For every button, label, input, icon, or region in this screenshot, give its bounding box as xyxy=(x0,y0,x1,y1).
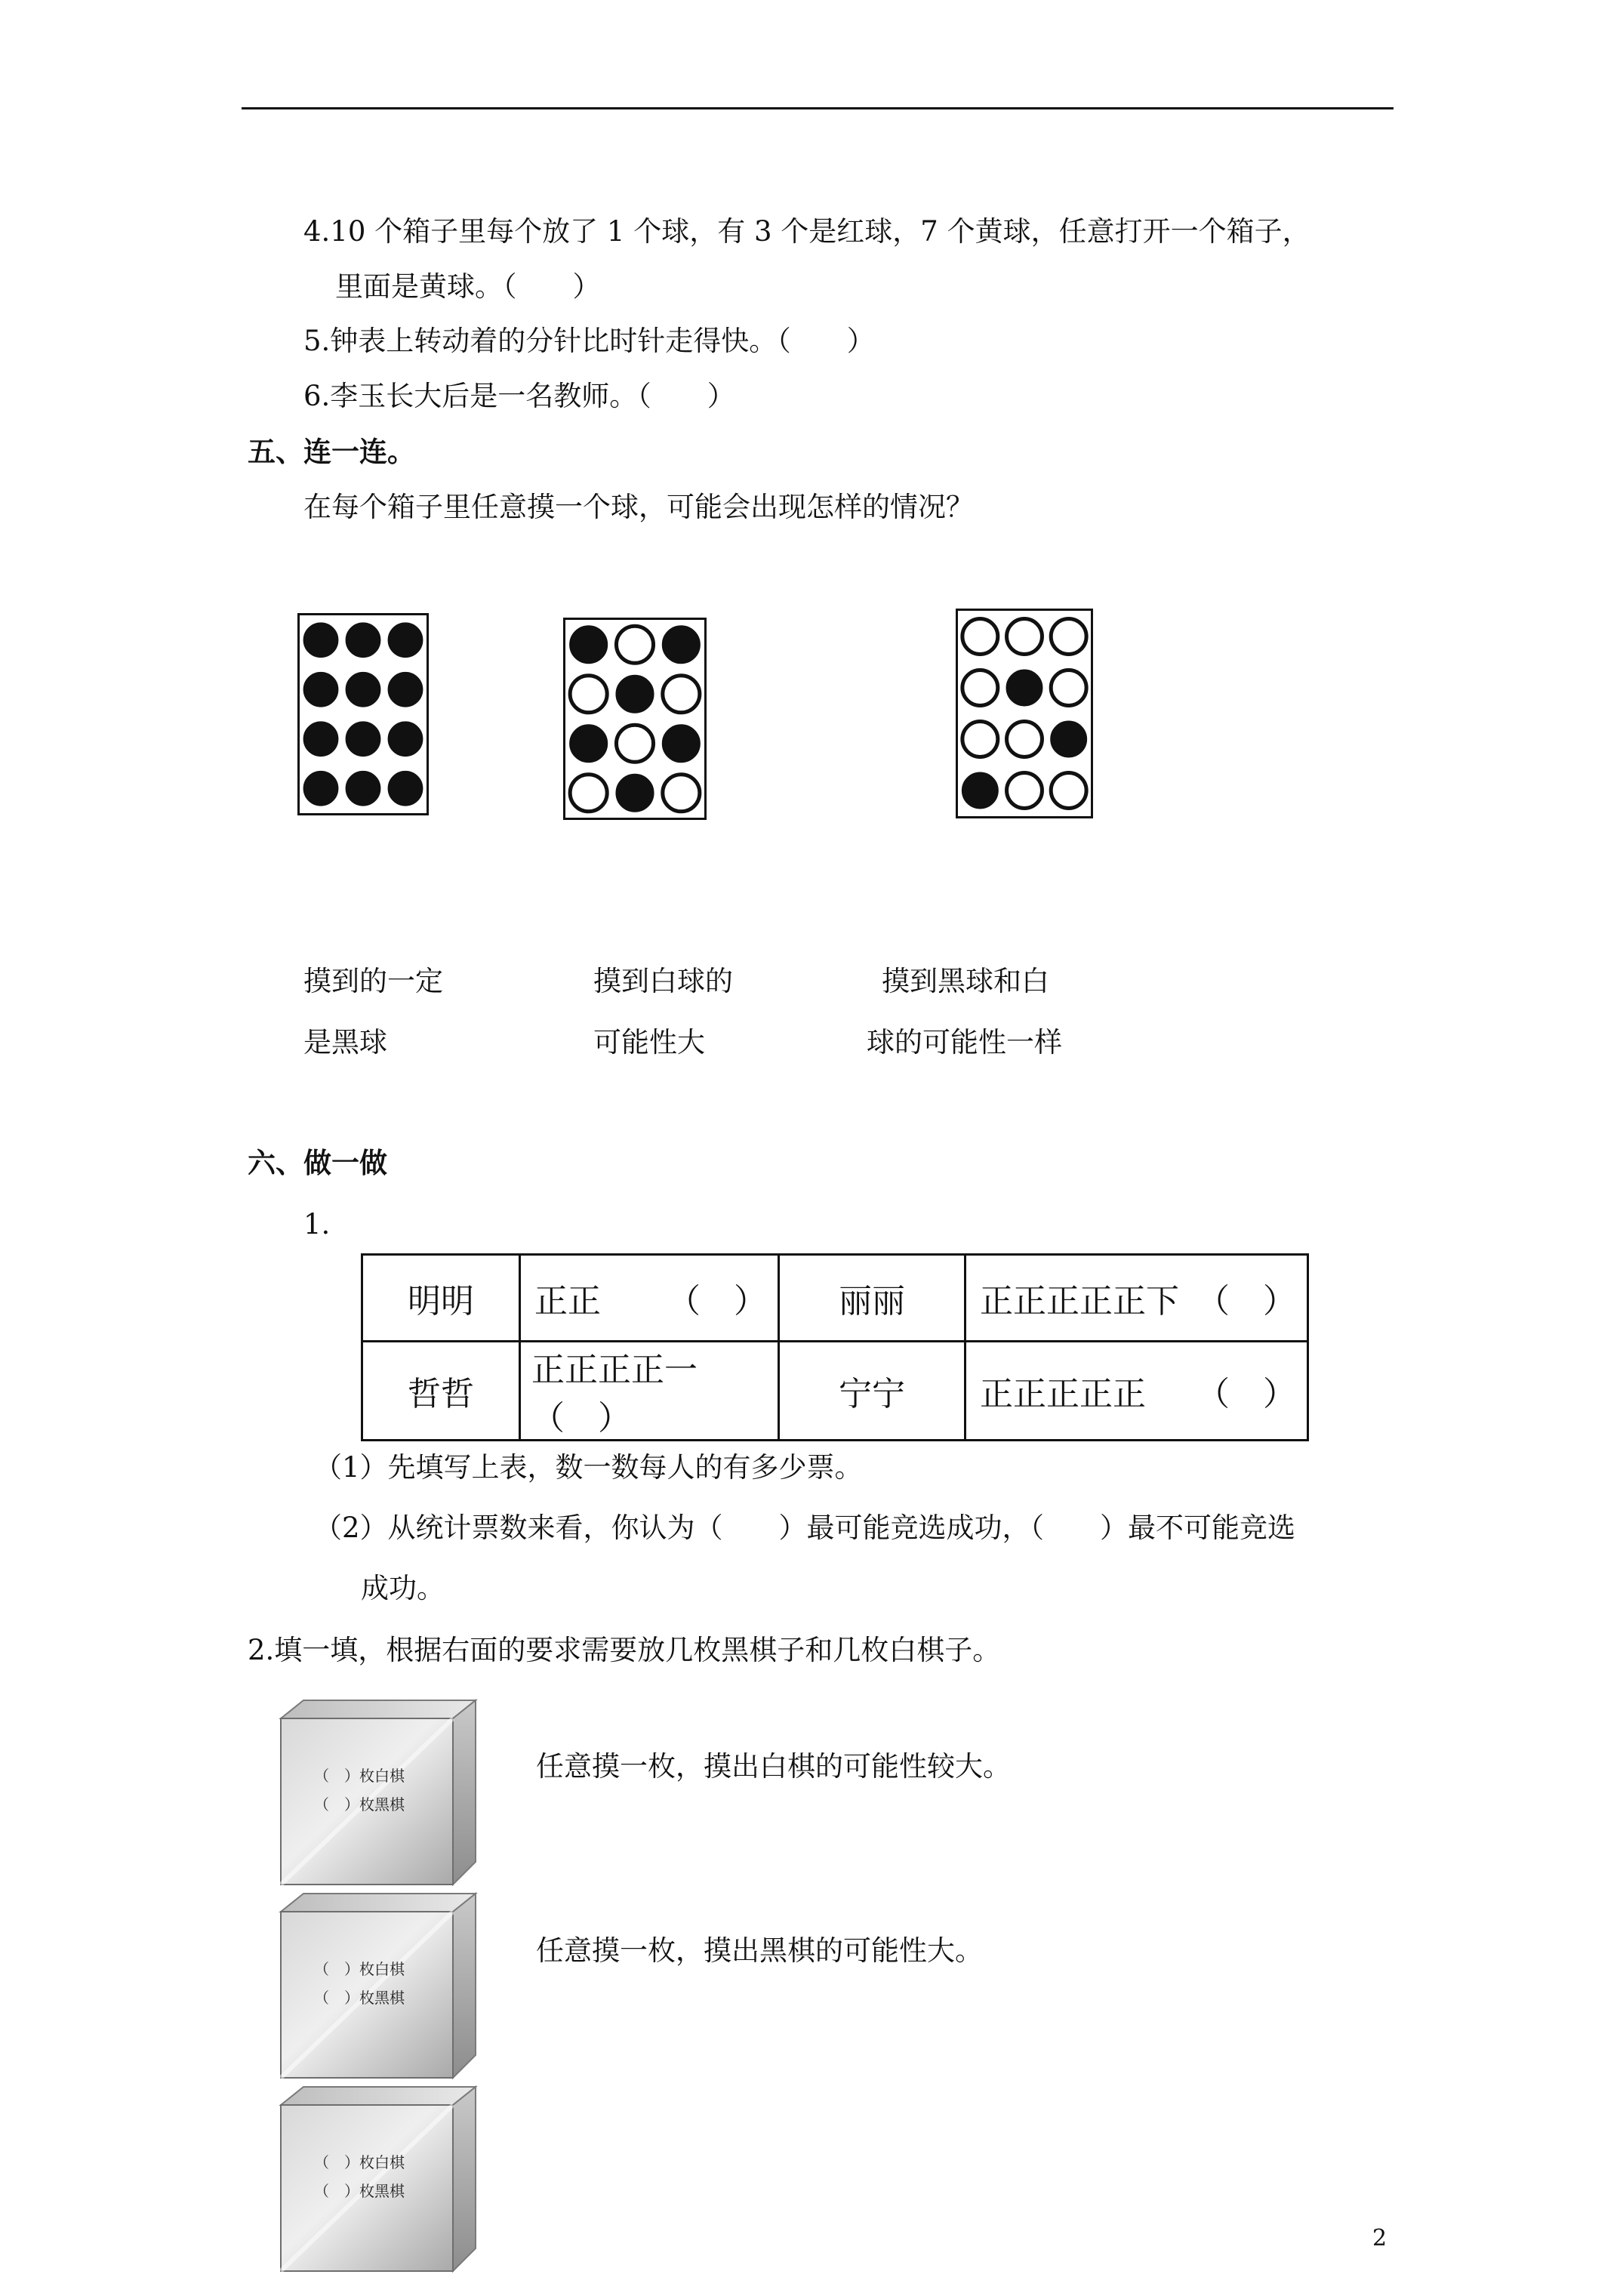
tally-cell xyxy=(520,1255,779,1342)
white-ball xyxy=(1051,670,1086,706)
white-ball xyxy=(962,670,998,706)
answer-blank: （ ） xyxy=(667,1282,767,1321)
tally-cell xyxy=(520,1342,779,1441)
black-ball xyxy=(1007,670,1042,706)
white-ball xyxy=(663,676,700,713)
judge-item-5: 5.钟表上转动着的分针比时针走得快。（ ） xyxy=(303,325,875,357)
requirement-2: 任意摸一枚，摸出黑棋的可能性大。 xyxy=(536,1934,983,1967)
section5-question: 在每个箱子里任意摸一个球，可能会出现怎样的情况？ xyxy=(303,491,974,523)
question-2-line2: 成功。 xyxy=(361,1572,445,1604)
tally-cell xyxy=(965,1342,1308,1441)
name-cell: 丽丽 xyxy=(779,1255,965,1342)
answer-2-line1: 摸到白球的 xyxy=(593,965,733,997)
tally-marks: 正正正正一（ ） xyxy=(531,1351,698,1438)
black-ball xyxy=(389,673,423,707)
black-count-label: （ ）枚黑棋 xyxy=(314,2182,405,2200)
ball-box-3-balls xyxy=(958,611,1091,816)
answer-1-line1: 摸到的一定 xyxy=(303,965,443,997)
white-ball xyxy=(1007,619,1042,655)
black-ball xyxy=(616,775,653,812)
black-ball xyxy=(570,626,607,663)
white-count-label: （ ）枚白棋 xyxy=(314,1767,405,1785)
black-ball xyxy=(304,772,338,806)
answer-blank: （ ） xyxy=(1196,1282,1296,1321)
tally-marks: 正正正正正 xyxy=(980,1375,1146,1413)
header-rule xyxy=(242,107,1394,109)
answer-3-line1: 摸到黑球和白 xyxy=(882,965,1049,997)
judge-item-4-line2: 里面是黄球。（ ） xyxy=(335,270,601,303)
black-ball xyxy=(346,673,380,707)
table-row xyxy=(362,1255,1308,1342)
black-count-label: （ ）枚黑棋 xyxy=(314,1795,405,1814)
black-ball xyxy=(346,772,380,806)
judge-item-4-line1: 4.10 个箱子里每个放了 1 个球，有 3 个是红球，7 个黄球，任意打开一个箱子， xyxy=(303,215,1310,248)
section5-title: 五、连一连。 xyxy=(248,435,415,468)
glass-box-3 xyxy=(272,2082,483,2276)
white-count-label: （ ）枚白棋 xyxy=(314,2153,405,2171)
black-ball xyxy=(663,626,700,663)
black-ball xyxy=(304,722,338,756)
white-ball xyxy=(570,676,607,713)
section6-title: 六、做一做 xyxy=(248,1146,387,1179)
white-ball xyxy=(663,775,700,812)
tally-cell xyxy=(965,1255,1308,1342)
black-ball xyxy=(389,772,423,806)
page-number: 2 xyxy=(1372,2225,1387,2251)
black-count-label: （ ）枚黑棋 xyxy=(314,1989,405,2007)
white-ball xyxy=(616,626,653,663)
black-ball xyxy=(346,722,380,756)
white-ball xyxy=(1007,773,1042,809)
white-ball xyxy=(1051,619,1086,655)
question-2-line1: （2）从统计票数来看，你认为（ ）最可能竞选成功，（ ）最不可能竞选 xyxy=(314,1512,1296,1544)
white-ball xyxy=(1051,773,1086,809)
black-ball xyxy=(304,623,338,657)
white-ball xyxy=(962,722,998,757)
answer-blank: （ ） xyxy=(1196,1375,1296,1413)
tally-marks: 正正正正正下 xyxy=(980,1282,1179,1321)
ball-box-3 xyxy=(956,609,1093,818)
glass-box-icon xyxy=(272,1696,483,1889)
question-1: （1）先填写上表，数一数每人的有多少票。 xyxy=(314,1451,863,1484)
black-ball xyxy=(570,725,607,762)
name-cell: 宁宁 xyxy=(779,1342,965,1441)
white-ball xyxy=(570,775,607,812)
name-cell: 明明 xyxy=(362,1255,520,1342)
black-ball xyxy=(663,725,700,762)
glass-box-icon xyxy=(272,1889,483,2082)
table-row xyxy=(362,1342,1308,1441)
black-ball xyxy=(616,676,653,713)
requirement-1: 任意摸一枚，摸出白棋的可能性较大。 xyxy=(536,1750,1011,1783)
ball-box-2 xyxy=(563,618,707,820)
ball-box-2-balls xyxy=(565,620,704,818)
white-ball xyxy=(616,725,653,762)
glass-box-1 xyxy=(272,1696,483,1889)
answer-2-line2: 可能性大 xyxy=(593,1026,705,1059)
answer-1-line2: 是黑球 xyxy=(303,1026,387,1059)
ball-box-1 xyxy=(297,613,429,815)
answer-3-line2: 球的可能性一样 xyxy=(867,1026,1062,1059)
white-ball xyxy=(962,619,998,655)
white-ball xyxy=(1007,722,1042,757)
glass-box-icon xyxy=(272,2082,483,2276)
black-ball xyxy=(1051,722,1086,757)
tally-table xyxy=(361,1253,1309,1441)
judge-item-6: 6.李玉长大后是一名教师。（ ） xyxy=(303,380,735,412)
black-ball xyxy=(389,623,423,657)
item2-instruction: 2.填一填，根据右面的要求需要放几枚黑棋子和几枚白棋子。 xyxy=(248,1634,1001,1666)
item1-label: 1. xyxy=(303,1208,331,1240)
black-ball xyxy=(962,773,998,809)
ball-box-1-balls xyxy=(300,615,427,813)
black-ball xyxy=(346,623,380,657)
name-cell: 哲哲 xyxy=(362,1342,520,1441)
white-count-label: （ ）枚白棋 xyxy=(314,1960,405,1978)
tally-marks: 正正 xyxy=(534,1282,601,1321)
black-ball xyxy=(304,673,338,707)
black-ball xyxy=(389,722,423,756)
glass-box-2 xyxy=(272,1889,483,2082)
